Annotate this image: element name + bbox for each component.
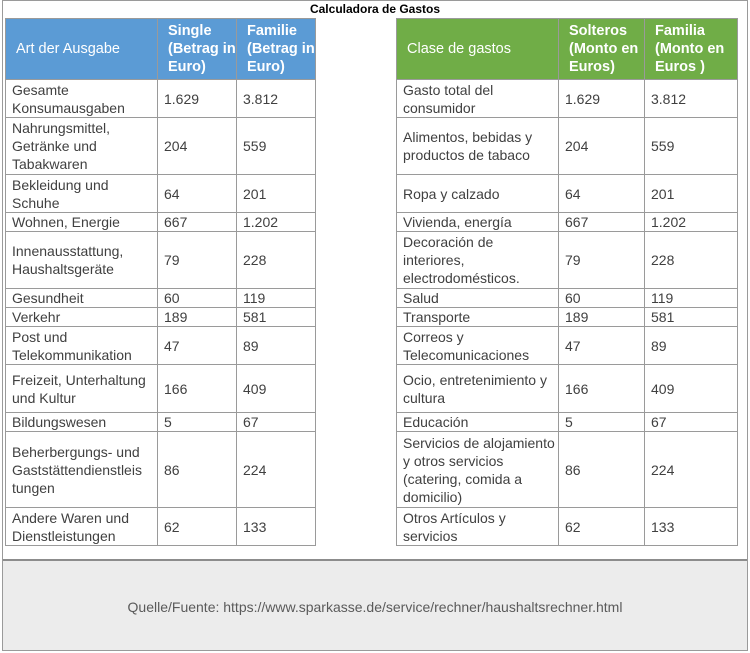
cell-es-family: 201 [645, 175, 738, 213]
cell-es-category: Transporte [397, 308, 559, 327]
cell-es-category: Salud [397, 289, 559, 308]
table-row [6, 232, 738, 289]
cell-es-single: 1.629 [559, 80, 645, 118]
spreadsheet-sheet [2, 0, 748, 651]
cell-de-family: 119 [237, 289, 316, 308]
column-spacer [316, 413, 397, 432]
footer [3, 559, 747, 650]
expense-table [5, 18, 738, 546]
cell-de-category: Beherbergungs- und Gaststättendienstleis tungen [6, 432, 158, 508]
table-row [6, 365, 738, 413]
table-row [6, 413, 738, 432]
cell-de-family: 3.812 [237, 80, 316, 118]
cell-es-category: Vivienda, energía [397, 213, 559, 232]
cell-de-category: Wohnen, Energie [6, 213, 158, 232]
cell-de-category: Gesamte Konsumausgaben [6, 80, 158, 118]
cell-es-category: Servicios de alojamiento y otros servicios (catering, comida a domicilio) [397, 432, 559, 508]
cell-de-single: 204 [158, 118, 237, 175]
cell-es-single: 5 [559, 413, 645, 432]
cell-es-category: Alimentos, bebidas y productos de tabaco [397, 118, 559, 175]
cell-es-single: 79 [559, 232, 645, 289]
table-row [6, 327, 738, 365]
column-spacer [316, 175, 397, 213]
column-spacer [316, 432, 397, 508]
cell-de-category: Innenausstattung, Haushaltsgeräte [6, 232, 158, 289]
cell-es-family: 119 [645, 289, 738, 308]
table-row [6, 175, 738, 213]
column-spacer [316, 232, 397, 289]
table-row [6, 432, 738, 508]
cell-es-family: 559 [645, 118, 738, 175]
cell-de-family: 228 [237, 232, 316, 289]
source-text: Quelle/Fuente: https://www.sparkasse.de/service/rechner/haushaltsrechner.html [127, 599, 623, 615]
cell-es-single: 204 [559, 118, 645, 175]
cell-es-family: 224 [645, 432, 738, 508]
cell-es-category: Educación [397, 413, 559, 432]
cell-es-family: 409 [645, 365, 738, 413]
cell-de-single: 64 [158, 175, 237, 213]
cell-es-family: 1.202 [645, 213, 738, 232]
cell-de-single: 86 [158, 432, 237, 508]
cell-es-single: 189 [559, 308, 645, 327]
cell-de-category: Freizeit, Unterhaltung und Kultur [6, 365, 158, 413]
cell-es-single: 667 [559, 213, 645, 232]
cell-es-single: 47 [559, 327, 645, 365]
cell-es-family: 581 [645, 308, 738, 327]
cell-es-family: 67 [645, 413, 738, 432]
column-spacer [316, 508, 397, 546]
table-row [6, 213, 738, 232]
cell-de-family: 559 [237, 118, 316, 175]
page-title: Calculadora de Gastos [309, 2, 441, 16]
cell-de-single: 79 [158, 232, 237, 289]
cell-de-family: 409 [237, 365, 316, 413]
cell-es-single: 60 [559, 289, 645, 308]
column-spacer [316, 365, 397, 413]
table-row [6, 289, 738, 308]
column-spacer [316, 308, 397, 327]
cell-es-single: 166 [559, 365, 645, 413]
cell-de-family: 201 [237, 175, 316, 213]
cell-de-family: 67 [237, 413, 316, 432]
cell-de-category: Bekleidung und Schuhe [6, 175, 158, 213]
cell-de-single: 5 [158, 413, 237, 432]
cell-de-single: 60 [158, 289, 237, 308]
cell-de-category: Post und Telekommunikation [6, 327, 158, 365]
table-row [6, 118, 738, 175]
cell-de-category: Nahrungsmittel, Getränke und Tabakwaren [6, 118, 158, 175]
cell-es-single: 62 [559, 508, 645, 546]
column-spacer [316, 289, 397, 308]
header-de-family: Familie (Betrag in Euro) [237, 19, 316, 80]
cell-de-category: Verkehr [6, 308, 158, 327]
cell-es-category: Decoración de interiores, electrodomésticos. [397, 232, 559, 289]
cell-es-category: Gasto total del consumidor [397, 80, 559, 118]
cell-de-category: Gesundheit [6, 289, 158, 308]
cell-de-single: 62 [158, 508, 237, 546]
cell-es-family: 89 [645, 327, 738, 365]
cell-es-single: 86 [559, 432, 645, 508]
column-spacer [316, 327, 397, 365]
header-row [6, 19, 738, 80]
cell-de-single: 166 [158, 365, 237, 413]
cell-es-single: 64 [559, 175, 645, 213]
column-spacer [316, 213, 397, 232]
header-de-single: Single (Betrag in Euro) [158, 19, 237, 80]
table-row [6, 308, 738, 327]
cell-de-family: 89 [237, 327, 316, 365]
cell-de-family: 1.202 [237, 213, 316, 232]
cell-es-family: 133 [645, 508, 738, 546]
cell-es-category: Otros Artículos y servicios [397, 508, 559, 546]
table-row [6, 508, 738, 546]
header-de-category: Art der Ausgabe [6, 19, 158, 80]
header-es-single: Solteros (Monto en Euros) [559, 19, 645, 80]
column-spacer [316, 80, 397, 118]
header-es-category: Clase de gastos [397, 19, 559, 80]
cell-es-family: 228 [645, 232, 738, 289]
cell-es-category: Correos y Telecomunicaciones [397, 327, 559, 365]
cell-es-family: 3.812 [645, 80, 738, 118]
cell-de-family: 224 [237, 432, 316, 508]
cell-de-single: 47 [158, 327, 237, 365]
cell-de-single: 189 [158, 308, 237, 327]
cell-de-category: Andere Waren und Dienstleistungen [6, 508, 158, 546]
cell-de-single: 1.629 [158, 80, 237, 118]
cell-de-family: 581 [237, 308, 316, 327]
column-spacer [316, 19, 397, 80]
cell-es-category: Ocio, entretenimiento y cultura [397, 365, 559, 413]
table-row [6, 80, 738, 118]
cell-de-single: 667 [158, 213, 237, 232]
header-es-family: Familia (Monto en Euros ) [645, 19, 738, 80]
cell-de-category: Bildungswesen [6, 413, 158, 432]
cell-de-family: 133 [237, 508, 316, 546]
cell-es-category: Ropa y calzado [397, 175, 559, 213]
column-spacer [316, 118, 397, 175]
